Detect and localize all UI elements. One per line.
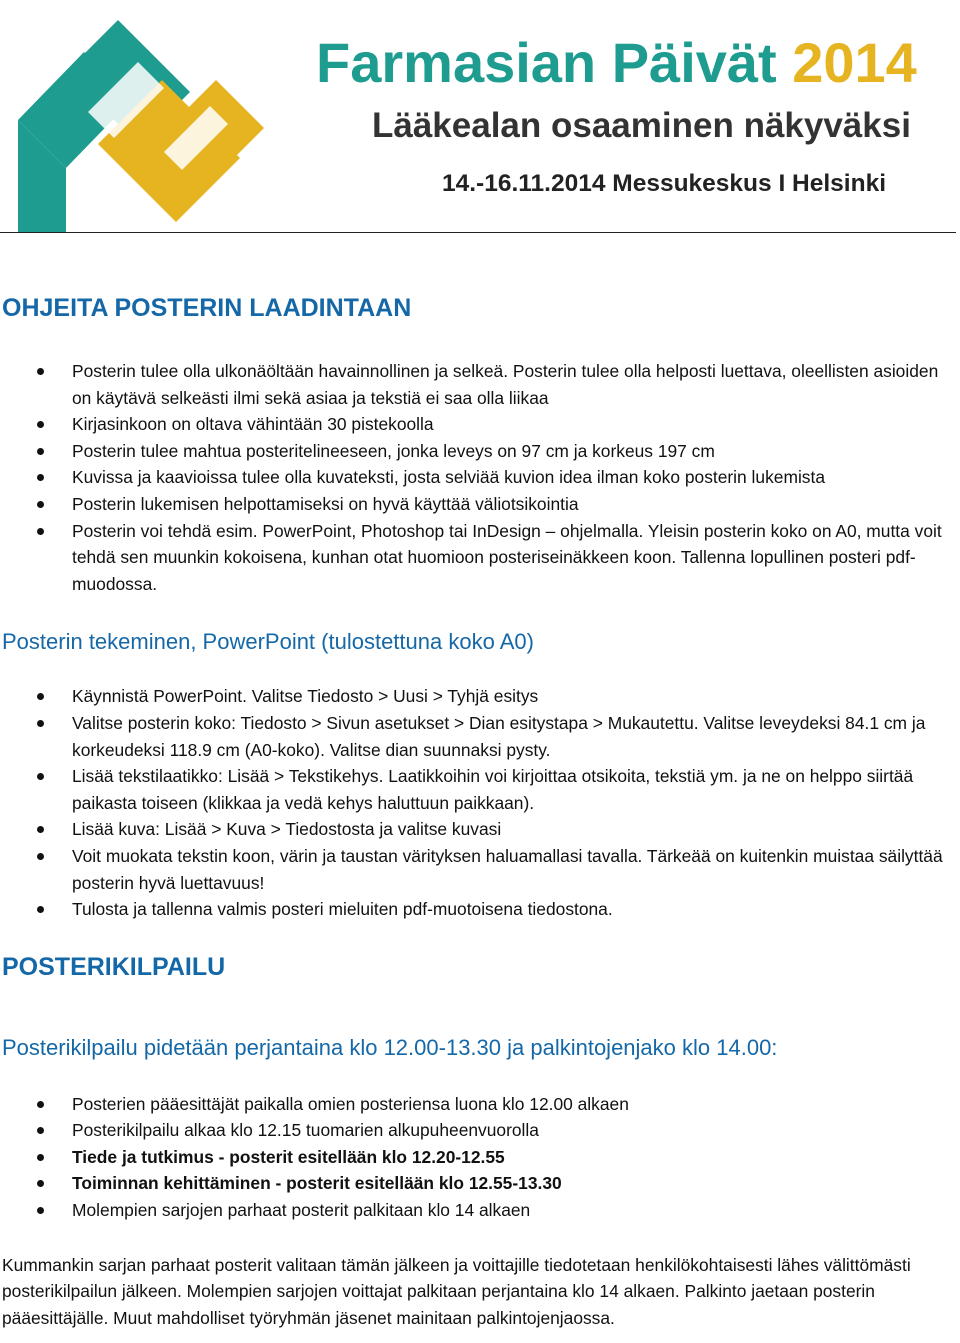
farmasian-paivat-logo <box>14 12 266 232</box>
list-item: Toiminnan kehittäminen - posterit esitellään klo 12.55-13.30 <box>2 1170 958 1197</box>
competition-schedule-list <box>2 1091 958 1224</box>
list-item: Posterin voi tehdä esim. PowerPoint, Photoshop tai InDesign – ohjelmalla. Yleisin posterin koko on A0, mutta voit tehdä sen muunkin kokoisena, kunhan otat huomioon posteriseinäkkeen koon. Tallenna lopullinen posteri pdf-muodossa. <box>2 518 958 598</box>
list-item: Voit muokata tekstin koon, värin ja taustan värityksen haluamallasi tavalla. Tärkeää on kuitenkin muistaa säilyttää posterin hyvä luettavuus! <box>2 843 958 896</box>
list-item: Molempien sarjojen parhaat posterit palkitaan klo 14 alkaen <box>2 1197 958 1224</box>
event-year: 2014 <box>792 31 917 94</box>
instructions-heading: OHJEITA POSTERIN LAADINTAAN <box>2 294 412 322</box>
instructions-list <box>2 358 958 597</box>
list-item: Posterikilpailu alkaa klo 12.15 tuomarien alkupuheenvuorolla <box>2 1117 958 1144</box>
powerpoint-heading: Posterin tekeminen, PowerPoint (tulostettuna koko A0) <box>2 629 534 655</box>
list-item: Käynnistä PowerPoint. Valitse Tiedosto > Uusi > Tyhjä esitys <box>2 683 958 710</box>
competition-heading: POSTERIKILPAILU <box>2 952 226 981</box>
competition-subtitle: Posterikilpailu pidetään perjantaina klo 12.00-13.30 ja palkintojenjako klo 14.00: <box>2 1034 778 1060</box>
competition-closing-paragraph: Kummankin sarjan parhaat posterit valitaan tämän jälkeen ja voittajille tiedotetaan henkilökohtaisesti lähes välittömästi posterikilpailun jälkeen. Molempien sarjojen voittajat palkitaan perjantaina klo 14 alkaen. Palkinto jaetaan posterin pääesittäjälle. Muut mahdolliset työryhmän jäsenet mainitaan palkintojenjaossa. <box>2 1254 911 1328</box>
document-body <box>2 288 958 1331</box>
list-item: Tiede ja tutkimus - posterit esitellään klo 12.20-12.55 <box>2 1144 958 1171</box>
event-name: Farmasian Päivät <box>316 31 777 94</box>
list-item: Posterin tulee mahtua posteritelineeseen, jonka leveys on 97 cm ja korkeus 197 cm <box>2 438 958 465</box>
list-item: Valitse posterin koko: Tiedosto > Sivun asetukset > Dian esitystapa > Mukautettu. Valitse leveydeksi 84.1 cm ja korkeudeksi 118.9 cm (A0-koko). Valitse dian suunnaksi pysty. <box>2 710 958 763</box>
list-item: Lisää tekstilaatikko: Lisää > Tekstikehys. Laatikkoihin voi kirjoittaa otsikoita, tekstiä ym. ja ne on helppo siirtää paikasta toiseen (klikkaa ja vedä kehys haluttuun paikkaan). <box>2 763 958 816</box>
event-title <box>316 30 956 96</box>
powerpoint-steps-list <box>2 683 958 922</box>
event-tagline: Lääkealan osaaminen näkyväksi <box>372 106 911 145</box>
header-divider <box>0 232 956 233</box>
list-item: Kirjasinkoon on oltava vähintään 30 pistekoolla <box>2 411 958 438</box>
list-item: Lisää kuva: Lisää > Kuva > Tiedostosta ja valitse kuvasi <box>2 816 958 843</box>
list-item: Tulosta ja tallenna valmis posteri mieluiten pdf-muotoisena tiedostona. <box>2 896 958 923</box>
list-item: Posterin tulee olla ulkonäöltään havainnollinen ja selkeä. Posterin tulee olla helposti luettava, oleellisten asioiden on käytävä selkeästi ilmi sekä asiaa ja tekstiä ei saa olla liikaa <box>2 358 958 411</box>
event-dates-venue: 14.-16.11.2014 Messukeskus I Helsinki <box>442 170 887 197</box>
list-item: Kuvissa ja kaavioissa tulee olla kuvateksti, josta selviää kuvion idea ilman koko posterin lukemista <box>2 464 958 491</box>
list-item: Posterien pääesittäjät paikalla omien posteriensa luona klo 12.00 alkaen <box>2 1091 958 1118</box>
event-header <box>0 0 960 232</box>
list-item: Posterin lukemisen helpottamiseksi on hyvä käyttää väliotsikointia <box>2 491 958 518</box>
